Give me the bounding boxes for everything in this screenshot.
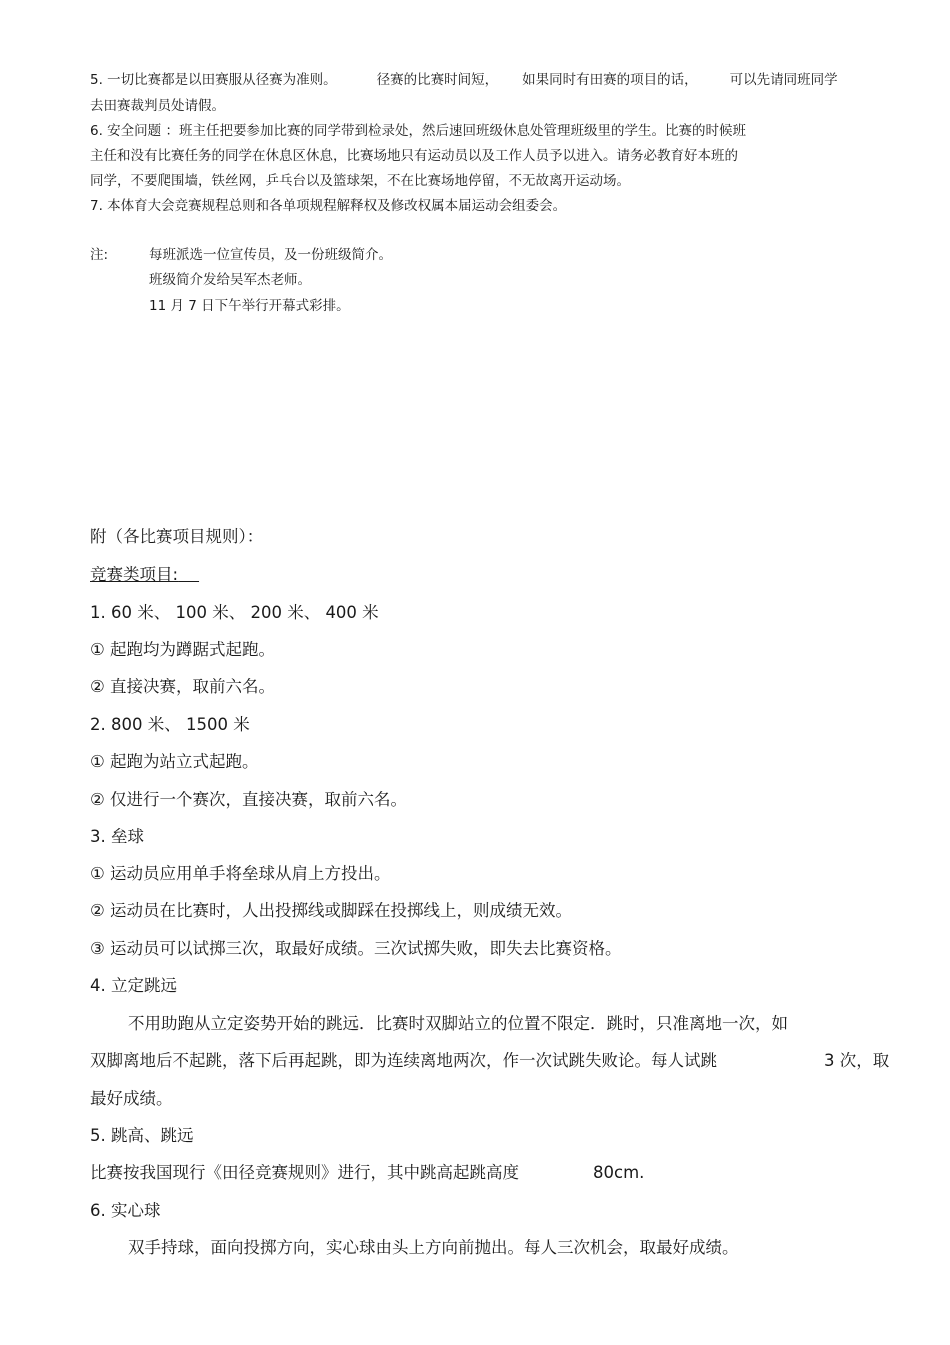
softball-rule-2: ② 运动员在比赛时，人出投掷线或脚踩在投掷线上，则成绩无效。: [90, 901, 573, 920]
medicine-ball-title: 6. 实心球: [90, 1201, 161, 1220]
rule-5-part-b: 径赛的比赛时间短，: [376, 72, 499, 88]
standing-jump-line-1: 不用助跑从立定姿势开始的跳远．比赛时双脚站立的位置不限定．跳时，只准离地一次，如: [128, 1014, 788, 1033]
middle-distance-title: 2. 800 米、 1500 米: [90, 715, 250, 734]
note-label: 注:: [90, 247, 109, 263]
competition-section-label: 竞赛类项目:: [90, 565, 179, 584]
standing-jump-line-2b: 3 次，取: [824, 1051, 890, 1070]
competition-section-heading: [90, 564, 199, 586]
sprint-rule-1: ① 起跑均为蹲踞式起跑。: [90, 640, 276, 659]
rule-6-line-1: 6. 安全问题 ：班主任把要参加比赛的同学带到检录处，然后速回班级休息处管理班级里的学生。比赛的时候班: [90, 123, 746, 139]
rule-7: 7. 本体育大会竞赛规程总则和各单项规程解释权及修改权属本届运动会组委会。: [90, 198, 567, 214]
softball-rule-1: ① 运动员应用单手将垒球从肩上方投出。: [90, 864, 391, 883]
standing-jump-line-2a: 双脚离地后不起跳，落下后再起跳，即为连续离地两次，作一次试跳失败论。每人试跳: [90, 1051, 717, 1070]
middle-distance-rule-1: ① 起跑为站立式起跑。: [90, 752, 259, 771]
rule-5-part-a: 5. 一切比赛都是以田赛服从径赛为准则。: [90, 72, 337, 88]
medicine-ball-line: 双手持球，面向投掷方向，实心球由头上方向前抛出。每人三次机会，取最好成绩。: [128, 1238, 739, 1257]
rule-6-line-3: 同学，不要爬围墙，铁丝网，乒乓台以及篮球架，不在比赛场地停留，不无故离开运动场。: [90, 173, 630, 189]
note-line-3: 11 月 7 日下午举行开幕式彩排。: [149, 298, 350, 314]
rule-5-part-d: 可以先请同班同学: [729, 72, 838, 88]
appendix-title: 附（各比赛项目规则）：: [90, 527, 264, 546]
note-line-1: 每班派选一位宣传员，及一份班级简介。: [149, 247, 392, 263]
note-line-2: 班级简介发给吴军杰老师。: [149, 272, 311, 288]
rule-5-line-1: [90, 71, 838, 89]
high-long-jump-title: 5. 跳高、跳远: [90, 1126, 194, 1145]
softball-title: 3. 垒球: [90, 827, 144, 846]
standing-jump-line-3: 最好成绩。: [90, 1089, 173, 1108]
rule-5-part-c: 如果同时有田赛的项目的话，: [522, 72, 698, 88]
high-long-jump-line-b: 80cm.: [593, 1163, 645, 1182]
rule-6-line-2: 主任和没有比赛任务的同学在休息区休息，比赛场地只有运动员以及工作人员予以进入。请务必教育好本班的: [90, 148, 738, 164]
middle-distance-rule-2: ② 仅进行一个赛次，直接决赛，取前六名。: [90, 790, 408, 809]
standing-jump-title: 4. 立定跳远: [90, 976, 177, 995]
softball-rule-3: ③ 运动员可以试掷三次，取最好成绩。三次试掷失败，即失去比赛资格。: [90, 939, 622, 958]
rule-5-line-2: 去田赛裁判员处请假。: [90, 98, 225, 114]
high-long-jump-line-a: 比赛按我国现行《田径竞赛规则》进行，其中跳高起跳高度: [90, 1163, 519, 1182]
sprint-rule-2: ② 直接决赛，取前六名。: [90, 677, 276, 696]
sprint-title: 1. 60 米、 100 米、 200 米、 400 米: [90, 603, 379, 622]
